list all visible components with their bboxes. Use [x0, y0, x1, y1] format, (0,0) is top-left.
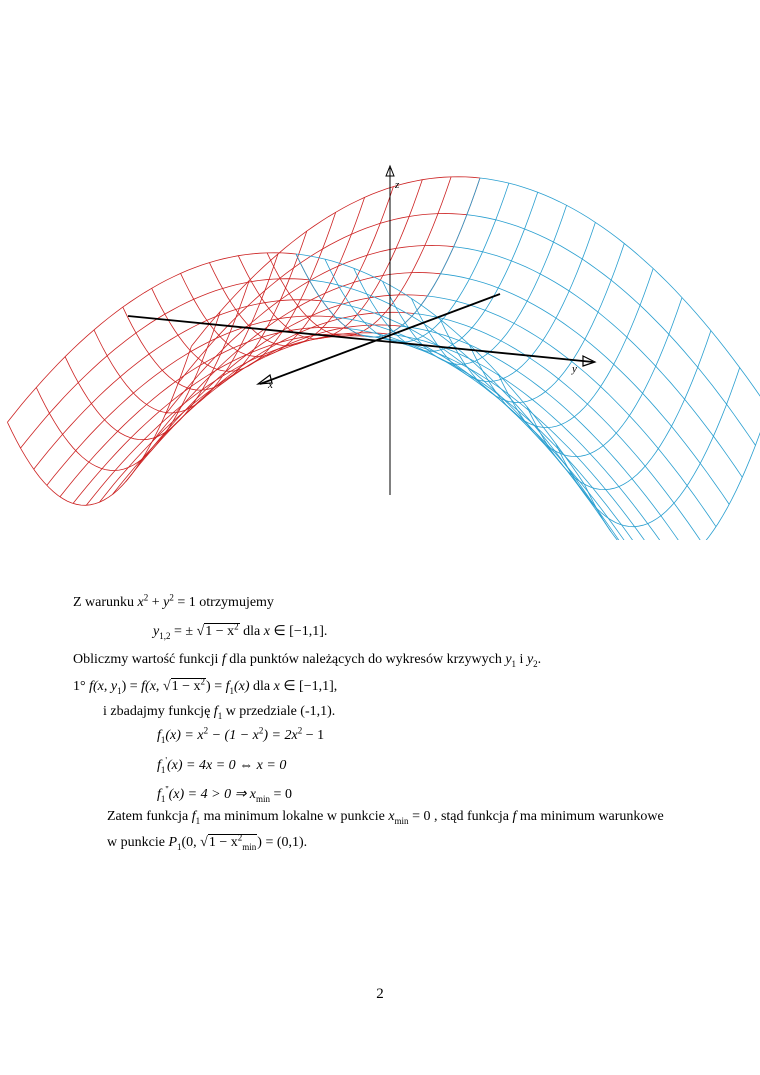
line-point: w punkcie $P_1(0$, $√1 - x^2_{min}) = (0,1)$. [107, 832, 308, 852]
mesh-line [60, 327, 349, 496]
mesh-line [86, 336, 375, 505]
saddle-surface-figure [0, 130, 760, 540]
mesh-line [209, 187, 393, 346]
mesh-line [362, 335, 651, 540]
y-axis [128, 316, 593, 362]
line-case-1: 1° f(x, $y_1) = f(x$, $√1 - x^2) = f_1(x)$ dla x ∈ [−1,1], [73, 676, 338, 696]
line-y12: $y_{1,2}$ = ± $√1 - x^2$ dla x ∈ [−1,1]. [153, 621, 328, 641]
mesh-line [36, 312, 220, 471]
mesh-line [454, 247, 743, 478]
mesh-line [152, 212, 336, 371]
mesh-line [99, 333, 388, 502]
mesh-line [388, 334, 677, 540]
line-compute: Obliczmy wartość funkcji f dla punktów należących do wykresów krzywych $y_1$ i $y_2$. [73, 652, 542, 669]
mesh-line [441, 274, 730, 505]
page-number: 2 [376, 986, 384, 1002]
mesh-line [349, 329, 638, 540]
mesh-line [296, 254, 585, 485]
mesh-line [47, 316, 336, 485]
mesh-line [375, 337, 664, 540]
line-conclusion: Zatem funkcja $f_1$ ma minimum lokalne w punkcie $x_{min} = 0$ , stąd funkcja f ma minimum warunkowe [107, 809, 664, 826]
mesh-line [440, 244, 624, 403]
mesh-line [383, 205, 567, 364]
mesh-line [7, 346, 191, 505]
axis-label-x: x [268, 379, 273, 391]
mesh-line [73, 334, 362, 503]
mesh-line [65, 281, 249, 440]
mesh-line [556, 368, 740, 527]
axis-label-y: y [572, 363, 577, 375]
mesh-line [126, 312, 415, 481]
line-study: i zbadajmy funkcję $f_1$ w przedziale (-1,1). [103, 704, 336, 721]
mesh-line [427, 296, 716, 527]
line-condition: Z warunku $x^2 + y^2 = 1$ otrzymujemy [73, 592, 274, 610]
line-f1: $f_1(x) = x^2 - (1 - x^2) = 2x^2 - 1$ [157, 725, 325, 745]
mesh-line [152, 273, 441, 443]
mesh-line [467, 215, 756, 446]
right-surface-mesh [296, 178, 760, 540]
mesh-line [401, 326, 690, 540]
axis-label-z: z [395, 179, 400, 191]
mesh-line [238, 180, 422, 339]
mesh-line [414, 314, 703, 541]
line-f1-prime: $f_1'(x) = 4x = 0$ ⇔ x = 0 [157, 755, 287, 775]
line-f1-second: $f_1''(x) = 4 > 0$ ⇒ $x_{min} = 0$ [157, 784, 292, 804]
mesh-line [309, 280, 598, 511]
